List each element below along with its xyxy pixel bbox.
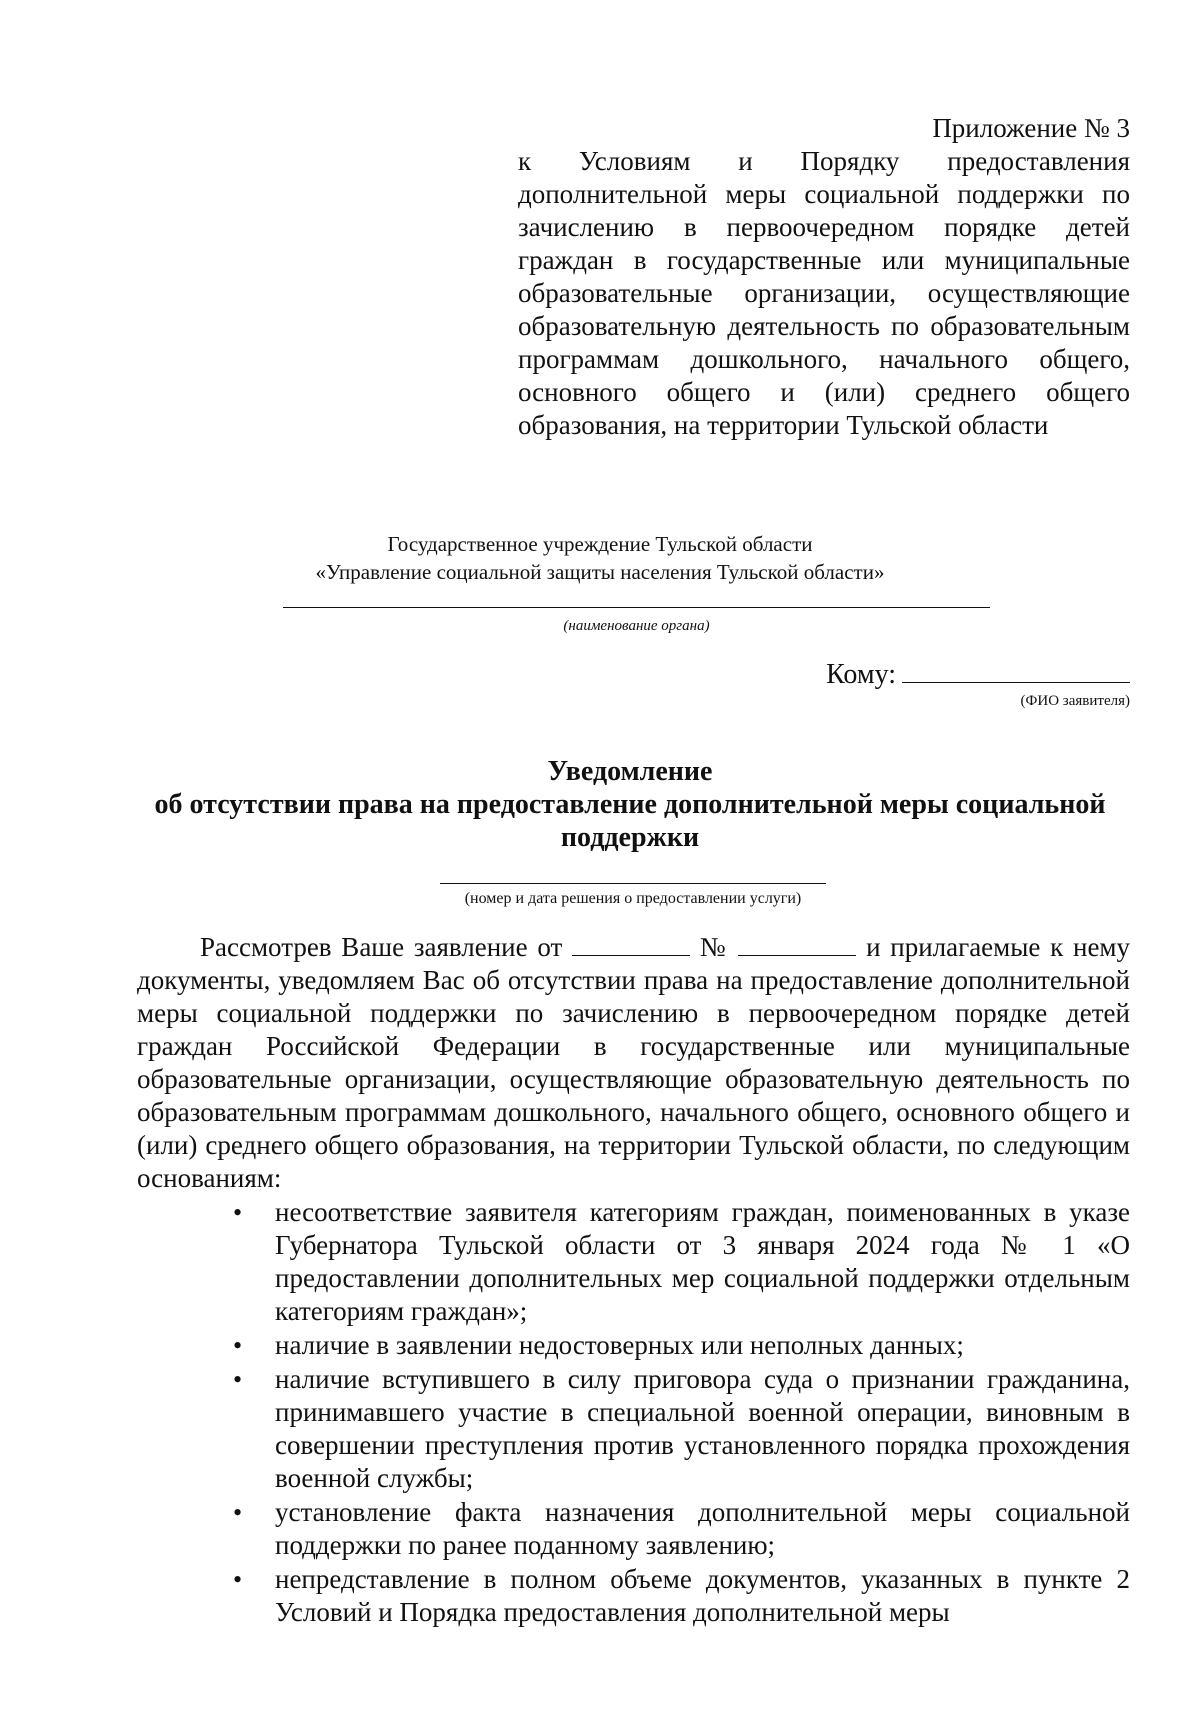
organization-name [230, 530, 970, 586]
list-item: • несоответствие заявителя категориям граждан, поименованных в указе Губернатора Тульской области от 3 января 2024 года № 1 «О предоставлении дополнительных мер социальной поддержки отдельным категориям граждан»; [233, 1197, 1130, 1326]
bullet-icon: • [233, 1365, 243, 1394]
bullet-icon: • [233, 1565, 243, 1594]
reasons-list [233, 1196, 1130, 1630]
appendix-description: к Условиям и Порядку предоставления дополнительной меры социальной поддержки по зачислению в первоочередном порядке детей граждан в государственные или муниципальные образовательные организации, осуществляющие образовательную деятельность по образовательным программам дошкольного, начального общего, основного общего и (или) среднего общего образования, на территории Тульской области [518, 146, 1130, 440]
body-part-3: и прилагаемые к нему документы, уведомляем Вас об отсутствии права на предоставление дополнительной меры социальной поддержки по зачислению в первоочередном порядке детей граждан Российской Федерации в государственные или муниципальные образовательные организации, осуществляющие образовательную деятельность по образовательным программам дошкольного, начального общего, основного общего и (или) среднего общего образования, на территории Тульской области, по следующим основаниям: [137, 932, 1131, 1193]
organization-line-2: «Управление социальной защиты населения Тульской области» [315, 560, 885, 584]
number-blank [738, 933, 856, 956]
bullet-icon: • [233, 1498, 243, 1527]
list-item: • наличие в заявлении недостоверных или неполных данных; [233, 1330, 964, 1360]
recipient-field [826, 658, 1130, 691]
appendix-number: Приложение № 3 [932, 113, 1130, 143]
date-blank [572, 933, 690, 956]
recipient-label: Кому: [826, 659, 896, 690]
main-paragraph [137, 931, 1130, 1195]
bullet-icon: • [233, 1198, 243, 1227]
body-part-1: Рассмотрев Ваше заявление от [200, 932, 563, 962]
notice-title-line-2: об отсутствии права на предоставление дополнительной меры социальной [154, 789, 1106, 820]
notice-title [130, 755, 1130, 854]
notice-title-line-1: Уведомление [547, 756, 713, 787]
list-item: • непредставление в полном объеме документов, указанных в пункте 2 Условий и Порядка предоставления дополнительной меры [233, 1564, 1130, 1627]
recipient-caption: (ФИО заявителя) [1020, 693, 1130, 709]
organization-underline [283, 607, 990, 608]
appendix-block [518, 112, 1130, 442]
organization-caption: (наименование органа) [563, 618, 710, 634]
list-item: • установление факта назначения дополнительной меры социальной поддержки по ранее поданному заявлению; [233, 1497, 1130, 1560]
body-part-2: № [699, 932, 729, 962]
decision-caption: (номер и дата решения о предоставлении услуги) [464, 890, 802, 907]
recipient-blank [902, 658, 1130, 683]
notice-title-line-3: поддержки [560, 822, 700, 853]
decision-underline [440, 883, 826, 884]
bullet-icon: • [233, 1331, 243, 1360]
list-item: • наличие вступившего в силу приговора суда о признании гражданина, принимавшего участие в специальной военной операции, виновным в совершении преступления против установленного порядка прохождения военной службы; [233, 1364, 1130, 1493]
organization-line-1: Государственное учреждение Тульской области [387, 532, 813, 556]
